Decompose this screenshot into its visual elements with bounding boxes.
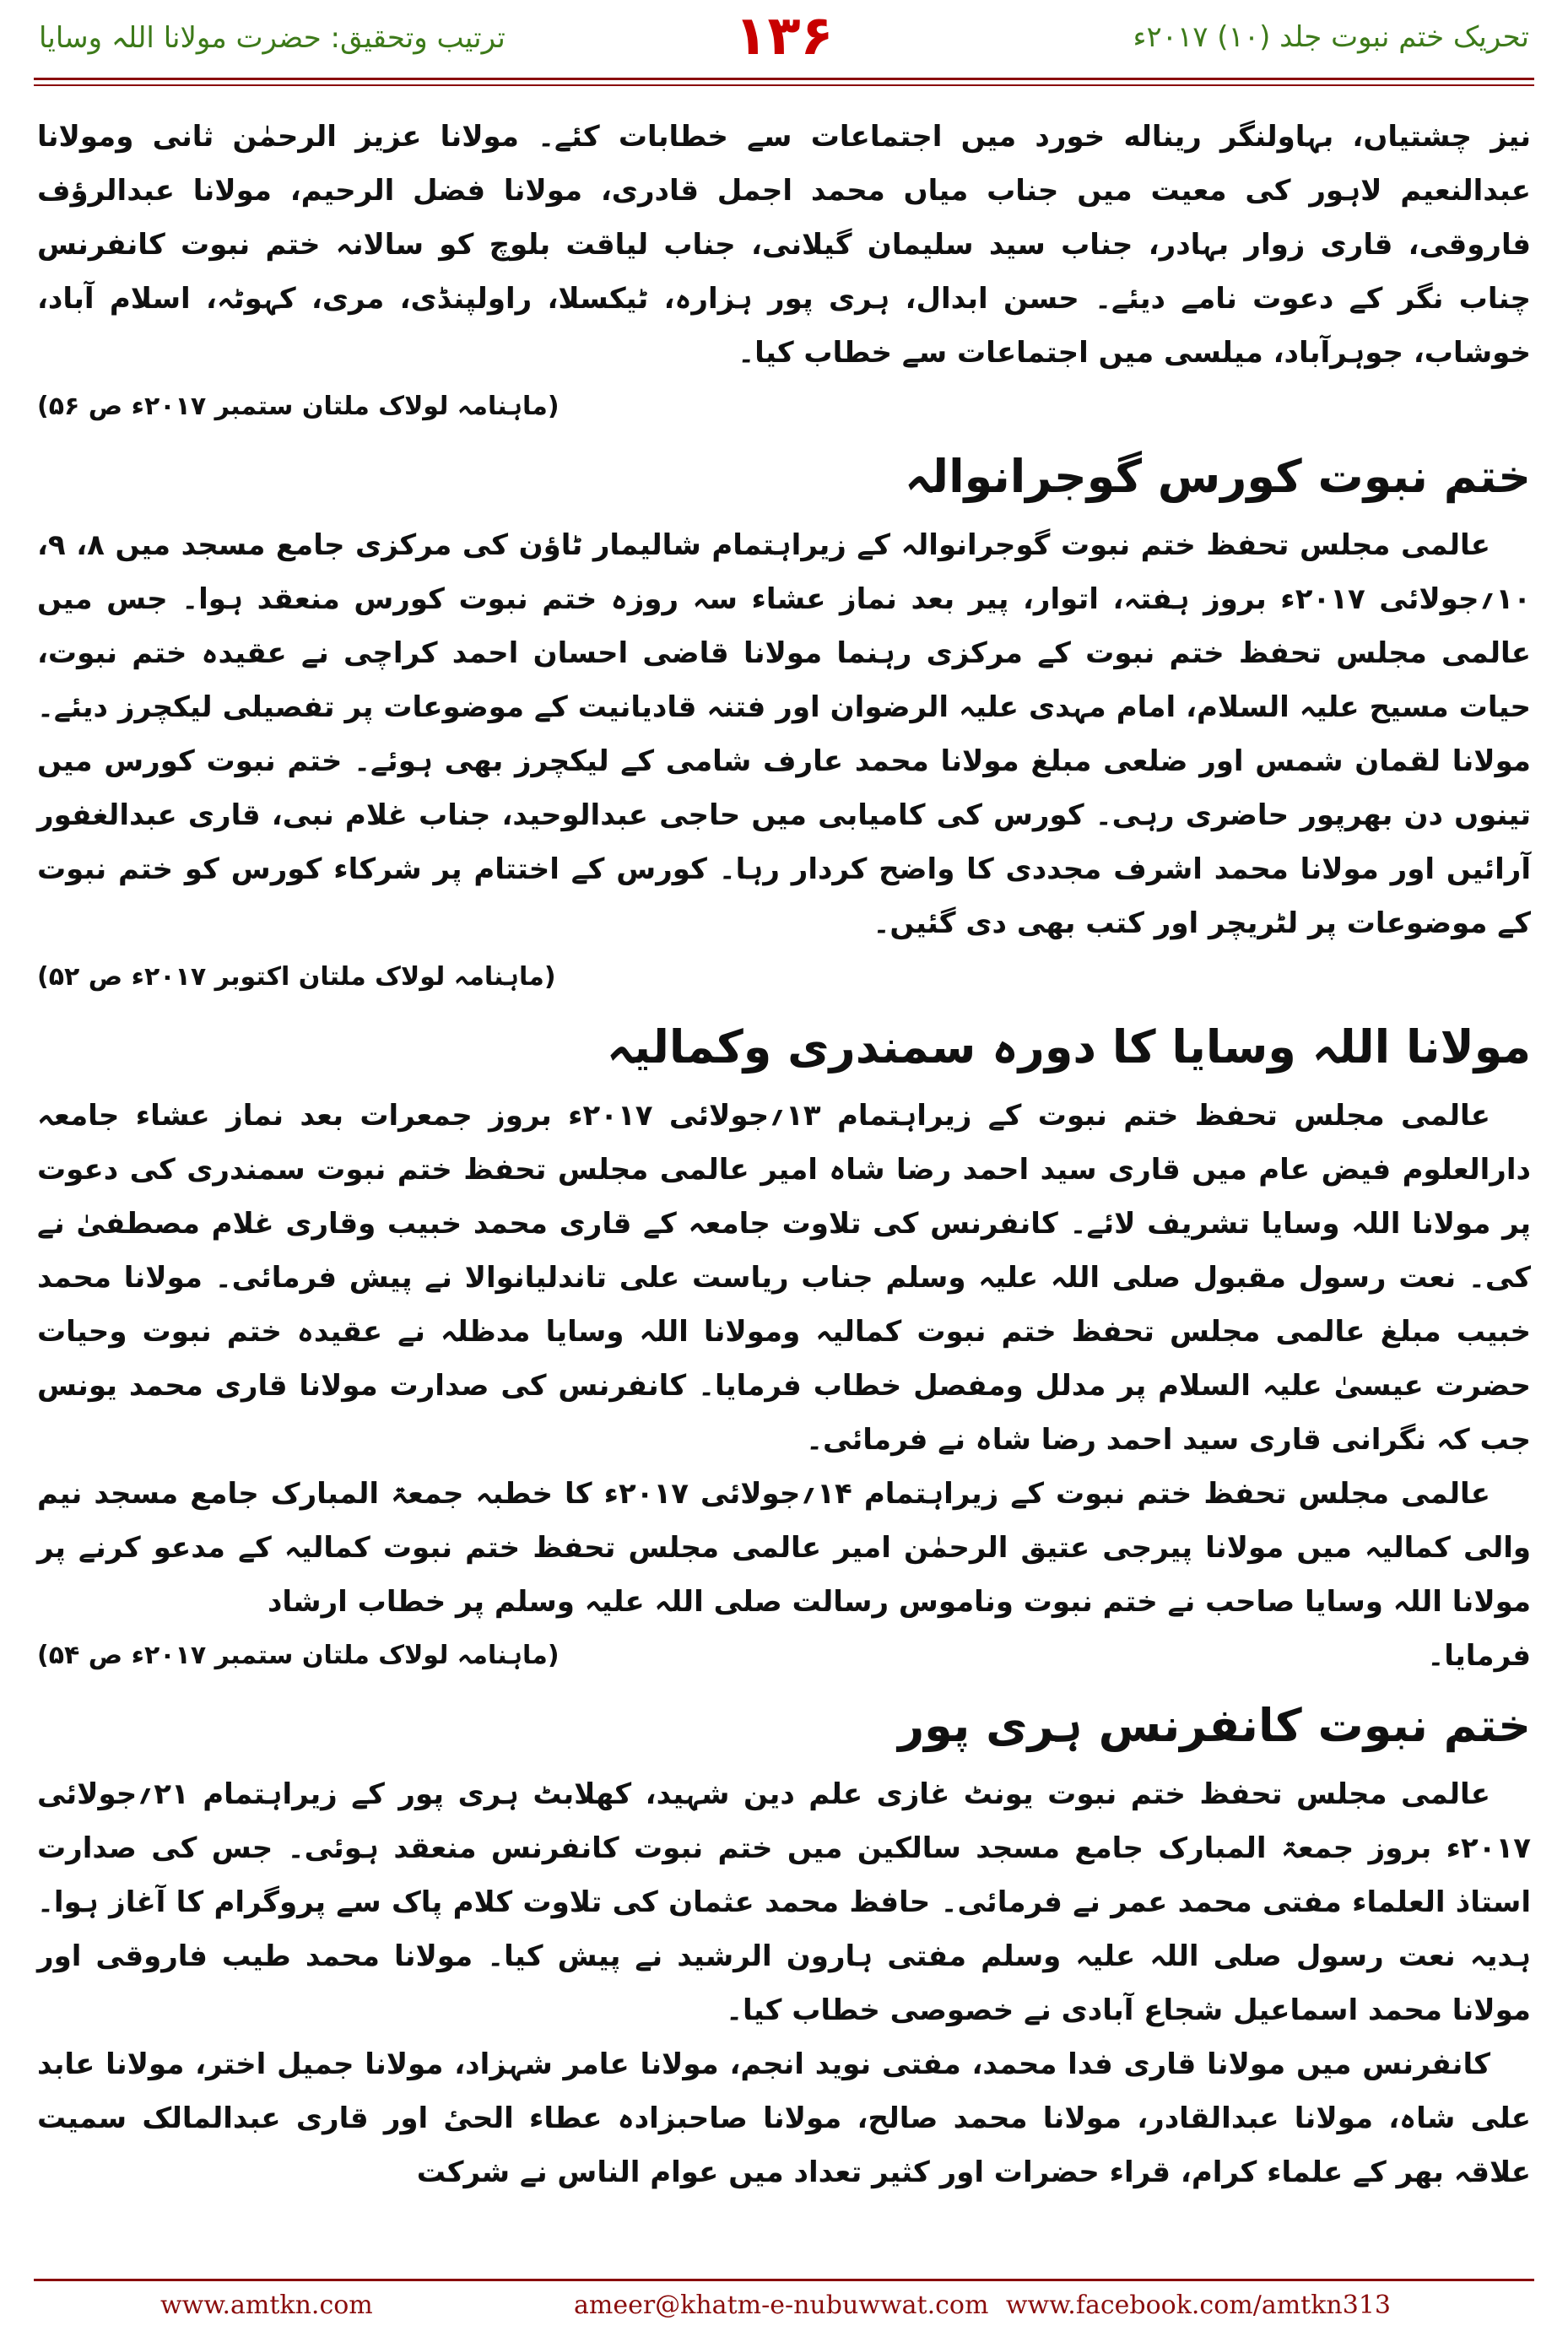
header-rule-secondary — [34, 84, 1534, 86]
page-footer — [34, 2285, 1534, 2328]
paragraph: کانفرنس میں مولانا قاری فدا محمد، مفتی نوید انجم، مولانا عامر شہزاد، مولانا جمیل اختر، مولانا عابد علی شاہ، مولانا عبدالقادر، مولانا محمد صالح، مولانا صاحبزادہ عطاء الحیٔ اور قاری عبدالمالک سمیت علاقہ بھر کے علماء کرام، قراء حضرات اور کثیر تعداد میں عوام الناس نے شرکت — [37, 2047, 1531, 2189]
paragraph: نیز چشتیاں، بہاولنگر ریناله خورد میں اجتماعات سے خطابات کئے۔ مولانا عزیز الرحمٰن ثانی ومولانا عبدالنعیم لاہور کی معیت میں جناب میاں محمد اجمل قادری، مولانا فضل الرحیم، مولانا عبدالرؤف فاروقی، قاری زوار بہادر، جناب سید سلیمان گیلانی، جناب لیاقت بلوچ کو سالانہ ختم نبوت کانفرنس چناب نگر کے دعوت نامے دیئے۔ حسن ابدال، ہری پور ہزارہ، ٹیکسلا، راولپنڈی، مری، کہوٹہ، اسلام آباد، خوشاب، جوہرآباد، میلسی میں اجتماعات سے خطاب کیا۔ — [37, 120, 1531, 370]
reference-line — [37, 950, 1531, 1004]
reference-line — [37, 380, 1531, 434]
page-header — [0, 0, 1568, 78]
article-body — [37, 110, 1531, 2199]
paragraph: عالمی مجلس تحفظ ختم نبوت گوجرانوالہ کے زیراہتمام شالیمار ٹاؤن کی مرکزی جامع مسجد میں ۸، ۹، ۱۰؍جولائی ۲۰۱۷ء بروز ہفتہ، اتوار، پیر بعد نماز عشاء سہ روزہ ختم نبوت کورس منعقد ہوا۔ جس میں عالمی مجلس تحفظ ختم نبوت کے مرکزی رہنما مولانا قاضی احسان احمد کراچی نے عقیدہ ختم نبوت، حیات مسیح علیہ السلام، امام مہدی علیہ الرضوان اور فتنہ قادیانیت کے موضوعات پر تفصیلی لیکچرز دیئے۔ مولانا لقمان شمس اور ضلعی مبلغ مولانا محمد عارف شامی کے لیکچرز بھی ہوئے۔ ختم نبوت کورس میں تینوں دن بھرپور حاضری رہی۔ کورس کی کامیابی میں حاجی عبدالوحید، جناب غلام نبی، قاری عبدالغفور آرائیں اور مولانا محمد اشرف مجددی کا واضح کردار رہا۔ کورس کے اختتام پر شرکاء کورس کو ختم نبوت کے موضوعات پر لٹریچر اور کتب بھی دی گئیں۔ — [37, 528, 1532, 940]
paragraph-tail: فرمایا۔ — [1427, 1639, 1531, 1673]
paragraph: عالمی مجلس تحفظ ختم نبوت کے زیراہتمام ۱۴؍جولائی ۲۰۱۷ء کا خطبہ جمعۃ المبارک جامع مسجد نیم والی کمالیہ میں مولانا پیرجی عتیق الرحمٰن امیر عالمی مجلس تحفظ ختم نبوت کمالیہ کے مدعو کرنے پر مولانا اللہ وسایا صاحب نے ختم نبوت وناموس رسالت صلی اللہ علیہ وسلم پر خطاب ارشاد — [37, 1477, 1531, 1619]
header-compiler: ترتیب وتحقیق: حضرت مولانا اللہ وسایا — [39, 21, 506, 55]
page-number: ۱۳۶ — [734, 5, 834, 68]
footer-facebook-link[interactable]: www.facebook.com/amtkn313 — [1005, 2291, 1391, 2320]
section-heading: ختم نبوت کورس گوجرانوالہ — [905, 450, 1531, 503]
source-citation: (ماہنامہ لولاک ملتان اکتوبر ۲۰۱۷ء ص ۵۲) — [37, 962, 556, 992]
source-citation: (ماہنامہ لولاک ملتان ستمبر ۲۰۱۷ء ص ۵۶) — [37, 392, 560, 421]
header-book-title: تحریک ختم نبوت جلد (۱۰) ۲۰۱۷ء — [1133, 20, 1529, 54]
section-heading: مولانا اللہ وسایا کا دورہ سمندری وکمالیہ — [606, 1020, 1531, 1074]
header-rule — [34, 78, 1534, 80]
reference-line — [37, 1629, 1531, 1683]
section-heading: ختم نبوت کانفرنس ہری پور — [898, 1699, 1531, 1752]
source-citation: (ماہنامہ لولاک ملتان ستمبر ۲۰۱۷ء ص ۵۴) — [37, 1641, 560, 1670]
footer-rule — [34, 2279, 1534, 2281]
paragraph: عالمی مجلس تحفظ ختم نبوت یونٹ غازی علم دین شہید، کھلابٹ ہری پور کے زیراہتمام ۲۱؍جولائی ۲۰۱۷ء بروز جمعۃ المبارک جامع مسجد سالکین میں ختم نبوت کانفرنس منعقد ہوئی۔ جس کی صدارت استاذ العلماء مفتی محمد عمر نے فرمائی۔ حافظ محمد عثمان کی تلاوت کلام پاک سے پروگرام کا آغاز ہوا۔ ہدیہ نعت رسول صلی اللہ علیہ وسلم مفتی ہارون الرشید نے پیش کیا۔ مولانا محمد طیب فاروقی اور مولانا محمد اسماعیل شجاع آبادی نے خصوصی خطاب کیا۔ — [37, 1777, 1531, 2027]
paragraph: عالمی مجلس تحفظ ختم نبوت کے زیراہتمام ۱۳؍جولائی ۲۰۱۷ء بروز جمعرات بعد نماز عشاء جامعہ دارالعلوم فیض عام میں قاری سید احمد رضا شاہ امیر عالمی مجلس تحفظ ختم نبوت سمندری کی دعوت پر مولانا اللہ وسایا تشریف لائے۔ کانفرنس کی تلاوت جامعہ کے قاری محمد خبیب وقاری غلام مصطفیٰ نے کی۔ نعت رسول مقبول صلی اللہ علیہ وسلم جناب ریاست علی تاندلیانوالا نے پیش فرمائی۔ مولانا محمد خبیب مبلغ عالمی مجلس تحفظ ختم نبوت کمالیہ ومولانا اللہ وسایا مدظلہ نے عقیدہ ختم نبوت وحیات حضرت عیسیٰ علیہ السلام پر مدلل ومفصل خطاب فرمایا۔ کانفرنس کی صدارت مولانا قاری محمد یونس جب کہ نگرانی قاری سید احمد رضا شاہ نے فرمائی۔ — [37, 1099, 1531, 1457]
footer-email-link[interactable]: ameer@khatm-e-nubuwwat.com — [574, 2291, 989, 2320]
footer-website-link[interactable]: www.amtkn.com — [160, 2291, 373, 2320]
